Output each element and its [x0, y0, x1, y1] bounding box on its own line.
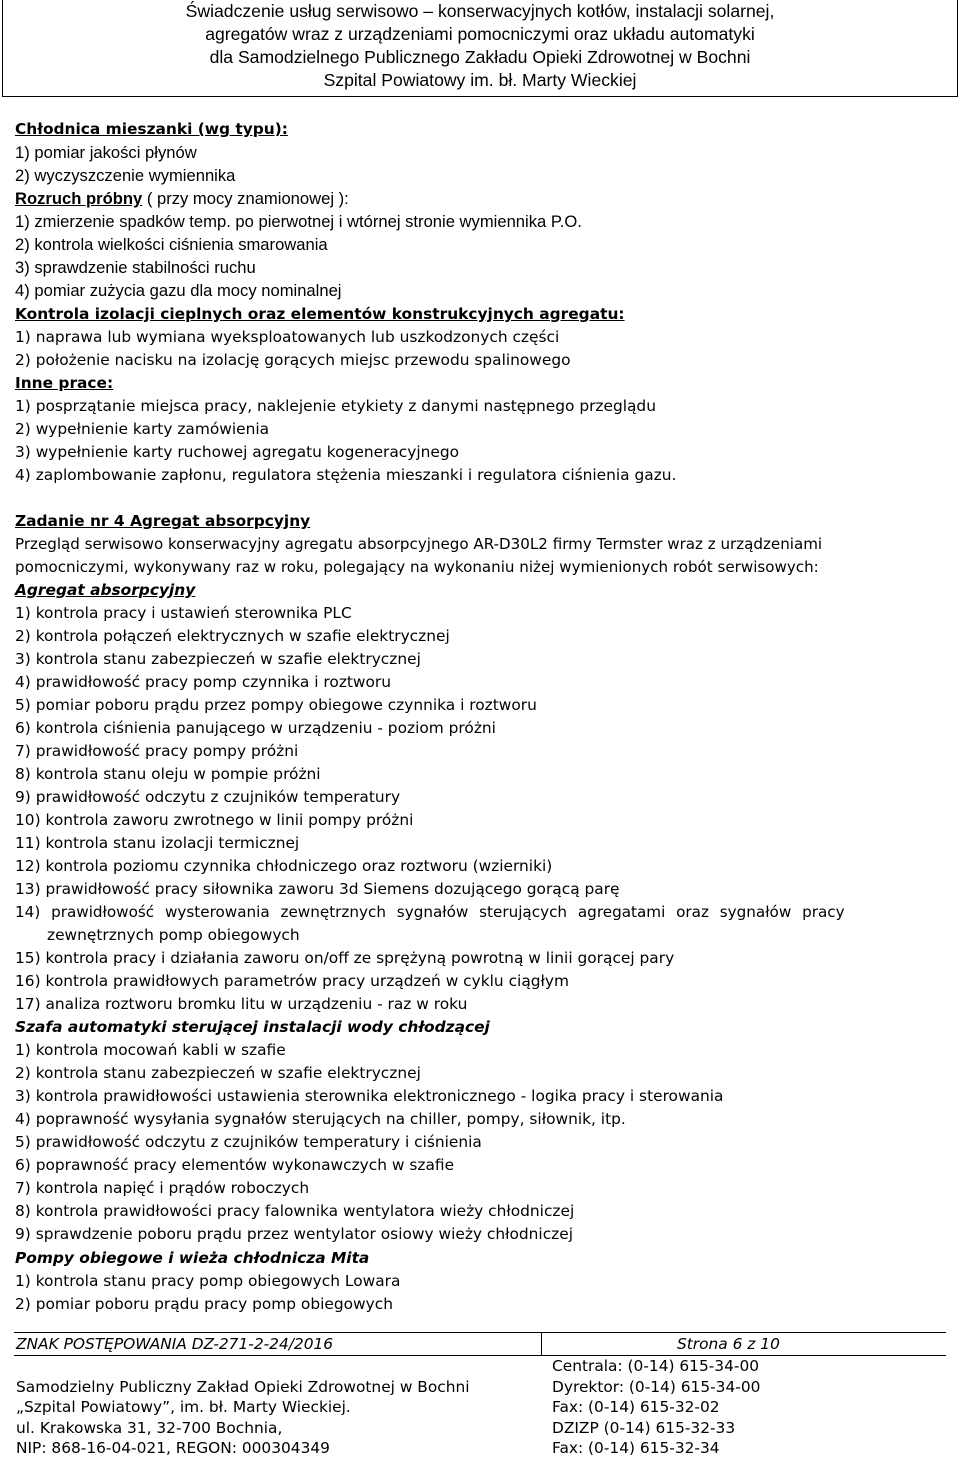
insulation-heading: Kontrola izolacji cieplnych oraz elementów konstrukcyjnych agregatu: [15, 305, 625, 323]
list-item: 13) prawidłowość pracy siłownika zaworu 3d Siemens dozującego gorącą parę [15, 880, 620, 898]
list-item: 1) posprzątanie miejsca pracy, naklejenie etykiety z danymi następnego przeglądu [15, 397, 656, 415]
list-item: 12) kontrola poziomu czynnika chłodniczego oraz roztworu (wzierniki) [15, 857, 553, 875]
list-item: 1) naprawa lub wymiana wyeksploatowanych lub uszkodzonych części [15, 328, 560, 346]
list-item: 3) wypełnienie karty ruchowej agregatu kogeneracyjnego [15, 443, 460, 461]
task4-intro-line-2: pomocniczymi, wykonywany raz w roku, polegający na wykonaniu niżej wymienionych robót serwisowych: [15, 558, 819, 576]
trial-run-note: ( przy mocy znamionowej ): [142, 189, 349, 208]
header-line-3: dla Samodzielnego Publicznego Zakładu Opieki Zdrowotnej w Bochni [209, 47, 751, 67]
footer-contact-line: Fax: (0-14) 615-32-02 [552, 1398, 720, 1416]
header-line-4: Szpital Powiatowy im. bł. Marty Wieckiej [323, 70, 637, 90]
document-footer [14, 1332, 946, 1460]
list-item: 4) prawidłowość pracy pomp czynnika i roztworu [15, 673, 392, 691]
list-item: 14) prawidłowość wysterowania zewnętrznych sygnałów sterujących agregatami oraz sygnałów pracy [15, 903, 845, 921]
list-item: 1) pomiar jakości płynów [15, 143, 197, 162]
list-item: 5) pomiar poboru prądu przez pompy obiegowe czynnika i roztworu [15, 696, 537, 714]
list-item: 7) prawidłowość pracy pompy próżni [15, 742, 299, 760]
list-item: 2) kontrola połączeń elektrycznych w szafie elektrycznej [15, 627, 450, 645]
control-cabinet-heading: Szafa automatyki sterującej instalacji wody chłodzącej [15, 1018, 490, 1036]
list-item: 10) kontrola zaworu zwrotnego w linii pompy próżni [15, 811, 414, 829]
list-item: 8) kontrola stanu oleju w pompie próżni [15, 765, 321, 783]
footer-contact-line: Centrala: (0-14) 615-34-00 [552, 1357, 760, 1375]
list-item: 6) kontrola ciśnienia panującego w urządzeniu - poziom próżni [15, 719, 496, 737]
trial-run-heading: Rozruch próbny [15, 189, 143, 208]
cooler-heading: Chłodnica mieszanki (wg typu): [15, 120, 288, 138]
list-item: 2) położenie nacisku na izolację gorących miejsc przewodu spalinowego [15, 351, 571, 369]
footer-address-line: ul. Krakowska 31, 32-700 Bochnia, [16, 1419, 283, 1437]
list-item: 3) kontrola stanu zabezpieczeń w szafie elektrycznej [15, 650, 421, 668]
list-item: 15) kontrola pracy i działania zaworu on/off ze sprężyną powrotną w linii gorącej pary [15, 949, 675, 967]
footer-contact-line: Fax: (0-14) 615-32-34 [552, 1439, 720, 1457]
other-work-heading: Inne prace: [15, 374, 114, 392]
list-item: 2) kontrola wielkości ciśnienia smarowania [15, 235, 328, 254]
list-item: 4) pomiar zużycia gazu dla mocy nominalnej [15, 281, 342, 300]
task4-intro-line-1: Przegląd serwisowo konserwacyjny agregatu absorpcyjnego AR-D30L2 firmy Termster wraz z urządzeniami [15, 535, 823, 553]
list-item: 2) wypełnienie karty zamówienia [15, 420, 270, 438]
footer-reference-row [14, 1332, 946, 1356]
footer-address-line: „Szpital Powiatowy”, im. bł. Marty Wieckiej. [16, 1398, 351, 1416]
list-item: 9) sprawdzenie poboru prądu przez wentylator osiowy wieży chłodniczej [15, 1225, 573, 1243]
list-item: 2) kontrola stanu zabezpieczeń w szafie elektrycznej [15, 1064, 421, 1082]
procedure-reference: ZNAK POSTĘPOWANIA DZ-271-2-24/2016 [16, 1335, 334, 1353]
footer-address-line: NIP: 868-16-04-021, REGON: 000304349 [16, 1439, 330, 1457]
list-item: 9) prawidłowość odczytu z czujników temperatury [15, 788, 401, 806]
list-item: 5) prawidłowość odczytu z czujników temperatury i ciśnienia [15, 1133, 482, 1151]
header-line-2: agregatów wraz z urządzeniami pomocniczymi oraz układu automatyki [205, 24, 755, 44]
list-item: 17) analiza roztworu bromku litu w urządzeniu - raz w roku [15, 995, 468, 1013]
task4-heading: Zadanie nr 4 Agregat absorpcyjny [15, 512, 311, 530]
list-item: 11) kontrola stanu izolacji termicznej [15, 834, 300, 852]
pumps-tower-heading: Pompy obiegowe i wieża chłodnicza Mita [15, 1249, 370, 1267]
list-item: 2) pomiar poboru prądu pracy pomp obiegowych [15, 1295, 393, 1313]
list-item: 16) kontrola prawidłowych parametrów pracy urządzeń w cyklu ciągłym [15, 972, 569, 990]
list-item: 3) sprawdzenie stabilności ruchu [15, 258, 256, 277]
page-number: Strona 6 z 10 [677, 1335, 780, 1353]
document-header [2, 0, 958, 97]
footer-divider [541, 1333, 542, 1355]
list-item: 1) zmierzenie spadków temp. po pierwotnej i wtórnej stronie wymiennika P.O. [15, 212, 582, 231]
list-item: 3) kontrola prawidłowości ustawienia sterownika elektronicznego - logika pracy i sterowania [15, 1087, 724, 1105]
list-item: 4) poprawność wysyłania sygnałów sterujących na chiller, pompy, siłownik, itp. [15, 1110, 626, 1128]
absorption-unit-heading: Agregat absorpcyjny [15, 581, 196, 599]
list-item: 8) kontrola prawidłowości pracy falownika wentylatora wieży chłodniczej [15, 1202, 575, 1220]
list-item-continuation: zewnętrznych pomp obiegowych [47, 926, 300, 944]
trial-run-line [15, 187, 349, 210]
header-line-1: Świadczenie usług serwisowo – konserwacyjnych kotłów, instalacji solarnej, [185, 1, 775, 21]
list-item: 4) zaplombowanie zapłonu, regulatora stężenia mieszanki i regulatora ciśnienia gazu. [15, 466, 677, 484]
footer-address-line: Samodzielny Publiczny Zakład Opieki Zdrowotnej w Bochni [16, 1378, 470, 1396]
list-item: 1) kontrola mocowań kabli w szafie [15, 1041, 286, 1059]
list-item: 2) wyczyszczenie wymiennika [15, 166, 236, 185]
footer-contact-line: Dyrektor: (0-14) 615-34-00 [552, 1378, 761, 1396]
list-item: 1) kontrola stanu pracy pomp obiegowych Lowara [15, 1272, 401, 1290]
list-item: 6) poprawność pracy elementów wykonawczych w szafie [15, 1156, 455, 1174]
list-item: 7) kontrola napięć i prądów roboczych [15, 1179, 310, 1197]
list-item: 1) kontrola pracy i ustawień sterownika PLC [15, 604, 352, 622]
footer-contact-line: DZIZP (0-14) 615-32-33 [552, 1419, 736, 1437]
